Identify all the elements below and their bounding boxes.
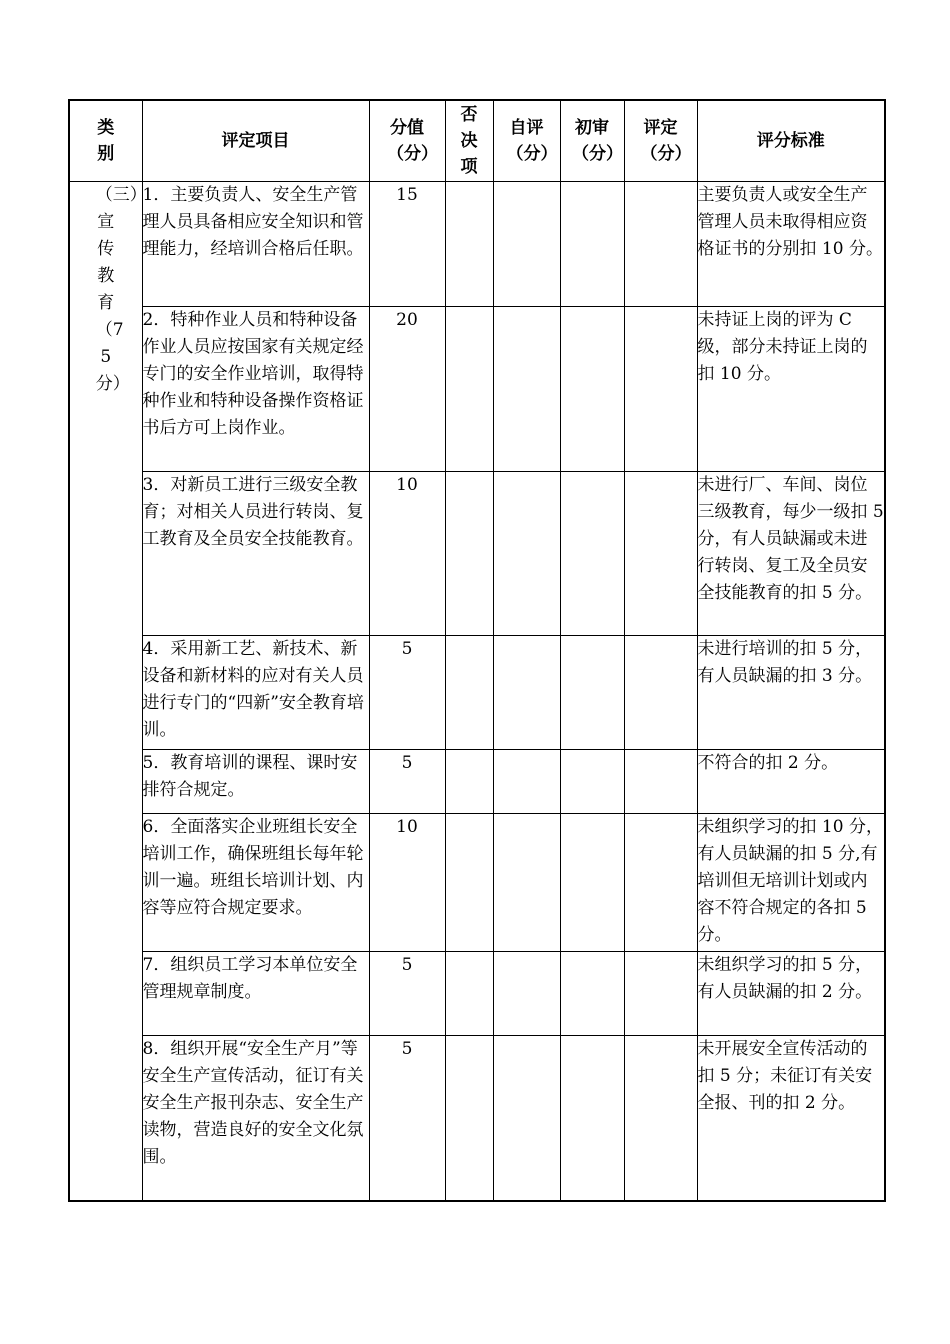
veto-cell [445,307,493,472]
item-cell: 1．主要负责人、安全生产管理人员具备相应安全知识和管理能力，经培训合格后任职。 [142,182,369,307]
criteria-cell: 未进行培训的扣 5 分，有人员缺漏的扣 3 分。 [697,636,885,750]
header-veto: 否决项 [445,100,493,182]
initial-score-cell [560,472,624,636]
self-score-cell [493,636,560,750]
criteria-cell: 主要负责人或安全生产管理人员未取得相应资格证书的分别扣 10 分。 [697,182,885,307]
category-cell: （三）宣传教育（75分） [69,182,142,1201]
veto-cell [445,636,493,750]
criteria-cell: 未进行厂、车间、岗位三级教育，每少一级扣 5 分，有人员缺漏或未进行转岗、复工及全员安全技能教育的扣 5 分。 [697,472,885,636]
final-score-cell [624,307,697,472]
criteria-cell: 未持证上岗的评为 C 级，部分未持证上岗的扣 10 分。 [697,307,885,472]
table-row [69,182,885,307]
initial-score-cell [560,1036,624,1201]
header-initial: 初审（分） [560,100,624,182]
item-cell: 7．组织员工学习本单位安全管理规章制度。 [142,952,369,1036]
self-score-cell [493,952,560,1036]
final-score-cell [624,814,697,952]
final-score-cell [624,952,697,1036]
veto-cell [445,1036,493,1201]
table-row [69,636,885,750]
header-score: 分值（分） [369,100,445,182]
initial-score-cell [560,750,624,814]
self-score-cell [493,472,560,636]
self-score-cell [493,750,560,814]
criteria-cell: 未组织学习的扣 10 分，有人员缺漏的扣 5 分,有培训但无培训计划或内容不符合规定的各扣 5 分。 [697,814,885,952]
header-criteria: 评分标准 [697,100,885,182]
self-score-cell [493,307,560,472]
table-row [69,750,885,814]
score-cell: 10 [369,814,445,952]
criteria-cell: 未组织学习的扣 5 分，有人员缺漏的扣 2 分。 [697,952,885,1036]
item-cell: 5．教育培训的课程、课时安排符合规定。 [142,750,369,814]
item-cell: 4．采用新工艺、新技术、新设备和新材料的应对有关人员进行专门的“四新”安全教育培训。 [142,636,369,750]
veto-cell [445,750,493,814]
header-category: 类别 [69,100,142,182]
header-row [69,100,885,182]
self-score-cell [493,1036,560,1201]
initial-score-cell [560,814,624,952]
table-row [69,952,885,1036]
header-self: 自评（分） [493,100,560,182]
item-cell: 8．组织开展“安全生产月”等安全生产宣传活动，征订有关安全生产报刊杂志、安全生产读物，营造良好的安全文化氛围。 [142,1036,369,1201]
final-score-cell [624,636,697,750]
self-score-cell [493,182,560,307]
veto-cell [445,182,493,307]
score-cell: 10 [369,472,445,636]
final-score-cell [624,750,697,814]
table-row [69,1036,885,1201]
criteria-cell: 不符合的扣 2 分。 [697,750,885,814]
final-score-cell [624,472,697,636]
score-cell: 15 [369,182,445,307]
veto-cell [445,472,493,636]
header-item: 评定项目 [142,100,369,182]
final-score-cell [624,182,697,307]
score-cell: 5 [369,636,445,750]
veto-cell [445,952,493,1036]
veto-cell [445,814,493,952]
item-cell: 6．全面落实企业班组长安全培训工作，确保班组长每年轮训一遍。班组长培训计划、内容等应符合规定要求。 [142,814,369,952]
table-row [69,472,885,636]
score-cell: 5 [369,750,445,814]
scoring-table [68,99,886,1202]
initial-score-cell [560,307,624,472]
item-cell: 2．特种作业人员和特种设备作业人员应按国家有关规定经专门的安全作业培训，取得特种作业和特种设备操作资格证书后方可上岗作业。 [142,307,369,472]
initial-score-cell [560,952,624,1036]
header-final: 评定（分） [624,100,697,182]
final-score-cell [624,1036,697,1201]
criteria-cell: 未开展安全宣传活动的扣 5 分；未征订有关安全报、刊的扣 2 分。 [697,1036,885,1201]
score-cell: 5 [369,1036,445,1201]
self-score-cell [493,814,560,952]
initial-score-cell [560,182,624,307]
item-cell: 3．对新员工进行三级安全教育；对相关人员进行转岗、复工教育及全员安全技能教育。 [142,472,369,636]
score-cell: 5 [369,952,445,1036]
table-row [69,307,885,472]
table-row [69,814,885,952]
score-cell: 20 [369,307,445,472]
initial-score-cell [560,636,624,750]
